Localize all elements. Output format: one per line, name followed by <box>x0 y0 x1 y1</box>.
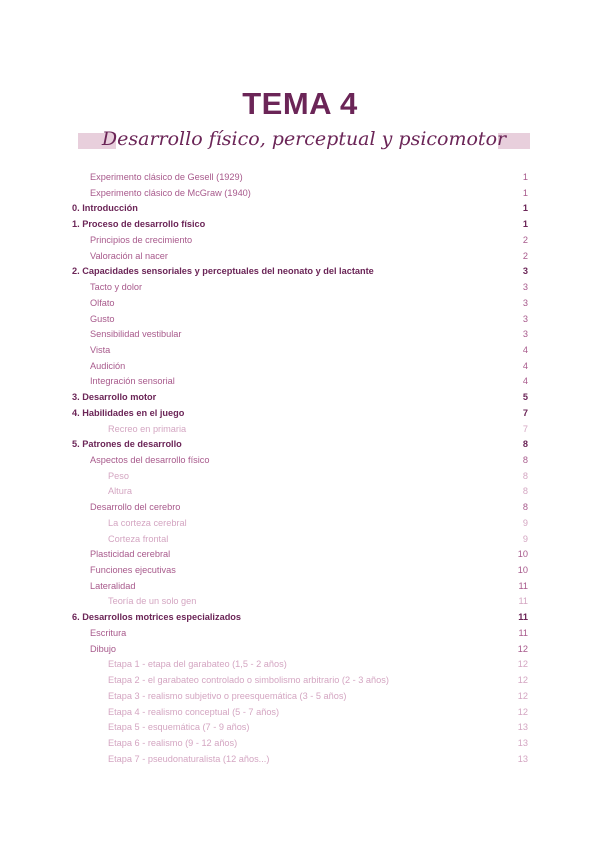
toc-entry-page-number: 12 <box>517 659 528 670</box>
toc-entry[interactable] <box>0 752 600 766</box>
toc-entry-label: 4. Habilidades en el juego <box>72 407 185 418</box>
toc-entry[interactable] <box>0 170 600 184</box>
toc-entry[interactable] <box>0 720 600 734</box>
toc-entry-label: Teoría de un solo gen <box>108 596 197 607</box>
toc-entry[interactable] <box>0 233 600 247</box>
toc-entry[interactable] <box>0 594 600 608</box>
toc-entry-page-number: 12 <box>517 675 528 685</box>
toc-entry-label: 6. Desarrollos motrices especializados <box>72 612 242 623</box>
toc-entry-label: La corteza cerebral <box>108 517 187 528</box>
toc-entry-page-number: 7 <box>522 423 528 434</box>
toc-entry-label: Etapa 4 - realismo conceptual (5 - 7 años) <box>108 706 280 717</box>
toc-entry-page-number: 4 <box>522 376 528 387</box>
toc-entry[interactable] <box>0 406 600 420</box>
page-title: TEMA 4 <box>242 86 358 121</box>
toc-entry[interactable] <box>0 437 600 451</box>
toc-entry-label: Corteza frontal <box>108 533 169 544</box>
toc-entry-page-number: 13 <box>517 737 528 748</box>
toc-entry-label: Etapa 5 - esquemática (7 - 9 años) <box>108 722 250 733</box>
toc-entry[interactable] <box>0 532 600 546</box>
toc-entry[interactable] <box>0 374 600 388</box>
toc-entry-page-number: 4 <box>522 360 528 371</box>
toc-entry[interactable] <box>0 359 600 373</box>
toc-entry-page-number: 8 <box>522 439 528 450</box>
toc-entry[interactable] <box>0 343 600 357</box>
toc-entry-label: Etapa 7 - pseudonaturalista (12 años...) <box>108 753 270 764</box>
toc-entry-page-number: 12 <box>517 690 528 701</box>
toc-entry-label: Etapa 2 - el garabateo controlado o simbolismo arbitrario (2 - 3 años) <box>108 675 389 685</box>
toc-entry-label: Integración sensorial <box>90 376 175 387</box>
toc-entry[interactable] <box>0 249 600 263</box>
toc-entry[interactable] <box>0 689 600 703</box>
toc-entry-page-number: 5 <box>522 392 528 403</box>
toc-entry-page-number: 11 <box>518 596 528 607</box>
toc-entry-page-number: 1 <box>522 172 528 182</box>
toc-entry-label: Principios de crecimiento <box>90 234 193 245</box>
toc-entry-page-number: 3 <box>522 313 528 324</box>
toc-entry-label: Olfato <box>90 297 115 308</box>
toc-entry-label: Experimento clásico de McGraw (1940) <box>90 187 251 198</box>
toc-entry-label: Etapa 3 - realismo subjetivo o preesquemática (3 - 5 años) <box>108 690 347 701</box>
toc-entry-page-number: 4 <box>522 344 528 355</box>
toc-entry-page-number: 13 <box>517 722 528 733</box>
toc-entry[interactable] <box>0 610 600 624</box>
toc-entry-label: Sensibilidad vestibular <box>90 329 182 340</box>
page-subtitle: Desarrollo físico, perceptual y psicomotor <box>101 128 507 150</box>
toc-entry[interactable] <box>0 264 600 278</box>
toc-entry-label: 1. Proceso de desarrollo físico <box>72 219 206 230</box>
toc-entry-label: Valoración al nacer <box>90 250 168 261</box>
toc-entry-page-number: 1 <box>522 187 528 198</box>
toc-entry-label: Recreo en primaria <box>108 423 187 434</box>
toc-entry-page-number: 13 <box>517 753 528 764</box>
toc-entry-label: Vista <box>90 344 111 355</box>
toc-entry-label: Audición <box>90 360 126 371</box>
toc-entry-page-number: 3 <box>522 297 528 308</box>
toc-entry[interactable] <box>0 201 600 215</box>
toc-entry-page-number: 9 <box>522 517 528 528</box>
toc-entry-page-number: 11 <box>518 580 528 591</box>
toc-entry[interactable] <box>0 327 600 341</box>
toc-entry-page-number: 3 <box>522 266 528 277</box>
toc-entry-label: 3. Desarrollo motor <box>72 392 157 403</box>
toc-entry-label: Gusto <box>90 313 115 324</box>
toc-entry[interactable] <box>0 673 600 687</box>
toc-entry-page-number: 1 <box>522 203 528 214</box>
toc-entry[interactable] <box>0 500 600 514</box>
toc-entry-label: Tacto y dolor <box>90 282 143 292</box>
toc-entry-label: Lateralidad <box>90 580 136 591</box>
toc-entry[interactable] <box>0 469 600 483</box>
toc-entry[interactable] <box>0 705 600 719</box>
toc-entry-label: Plasticidad cerebral <box>90 549 171 560</box>
toc-entry[interactable] <box>0 312 600 326</box>
toc-entry-label: Desarrollo del cerebro <box>90 502 181 513</box>
toc-entry[interactable] <box>0 217 600 231</box>
toc-entry[interactable] <box>0 626 600 640</box>
toc-entry-page-number: 3 <box>522 329 528 340</box>
toc-entry-label: Aspectos del desarrollo físico <box>90 455 210 465</box>
toc-entry-label: 2. Capacidades sensoriales y perceptuales del neonato y del lactante <box>72 266 374 277</box>
toc-entry-page-number: 12 <box>517 706 528 717</box>
toc-entry[interactable] <box>0 296 600 310</box>
toc-entry-label: 5. Patrones de desarrollo <box>72 439 182 450</box>
toc-entry[interactable] <box>0 186 600 200</box>
toc-entry[interactable] <box>0 736 600 750</box>
toc-entry[interactable] <box>0 547 600 561</box>
toc-entry-page-number: 10 <box>517 549 528 560</box>
toc-entry[interactable] <box>0 484 600 498</box>
toc-entry[interactable] <box>0 453 600 467</box>
toc-entry-page-number: 11 <box>518 627 528 638</box>
toc-entry[interactable] <box>0 390 600 404</box>
toc-entry[interactable] <box>0 579 600 593</box>
toc-entry-page-number: 12 <box>517 643 528 654</box>
toc-entry[interactable] <box>0 642 600 656</box>
toc-entry[interactable] <box>0 422 600 436</box>
toc-entry[interactable] <box>0 280 600 294</box>
toc-entry-page-number: 8 <box>522 470 528 481</box>
toc-entry-page-number: 8 <box>522 486 528 497</box>
toc-entry-label: Etapa 1 - etapa del garabateo (1,5 - 2 años) <box>108 659 287 670</box>
toc-entry-page-number: 3 <box>522 282 528 292</box>
toc-entry-label: Altura <box>108 486 133 497</box>
toc-entry-page-number: 7 <box>522 407 528 418</box>
toc-entry-page-number: 11 <box>518 612 528 623</box>
toc-entry-page-number: 2 <box>522 250 528 261</box>
toc-entry[interactable] <box>0 563 600 577</box>
toc-entry-page-number: 8 <box>522 455 528 465</box>
toc-entry[interactable] <box>0 657 600 671</box>
toc-entry-page-number: 2 <box>522 234 528 245</box>
toc-entry-label: Experimento clásico de Gesell (1929) <box>90 172 243 182</box>
toc-entry-label: Escritura <box>90 627 127 638</box>
toc-entry-page-number: 9 <box>522 533 528 544</box>
toc-entry[interactable] <box>0 516 600 530</box>
toc-entry-page-number: 10 <box>517 565 528 575</box>
toc-entry-label: Dibujo <box>90 643 117 654</box>
toc-entry-page-number: 1 <box>522 219 528 230</box>
toc-entry-page-number: 8 <box>522 502 528 513</box>
toc-entry-label: Funciones ejecutivas <box>90 565 176 575</box>
toc-entry-label: Peso <box>108 470 129 481</box>
toc-entry-label: Etapa 6 - realismo (9 - 12 años) <box>108 737 238 748</box>
toc-entry-label: 0. Introducción <box>72 203 138 214</box>
subtitle-band <box>78 128 530 152</box>
